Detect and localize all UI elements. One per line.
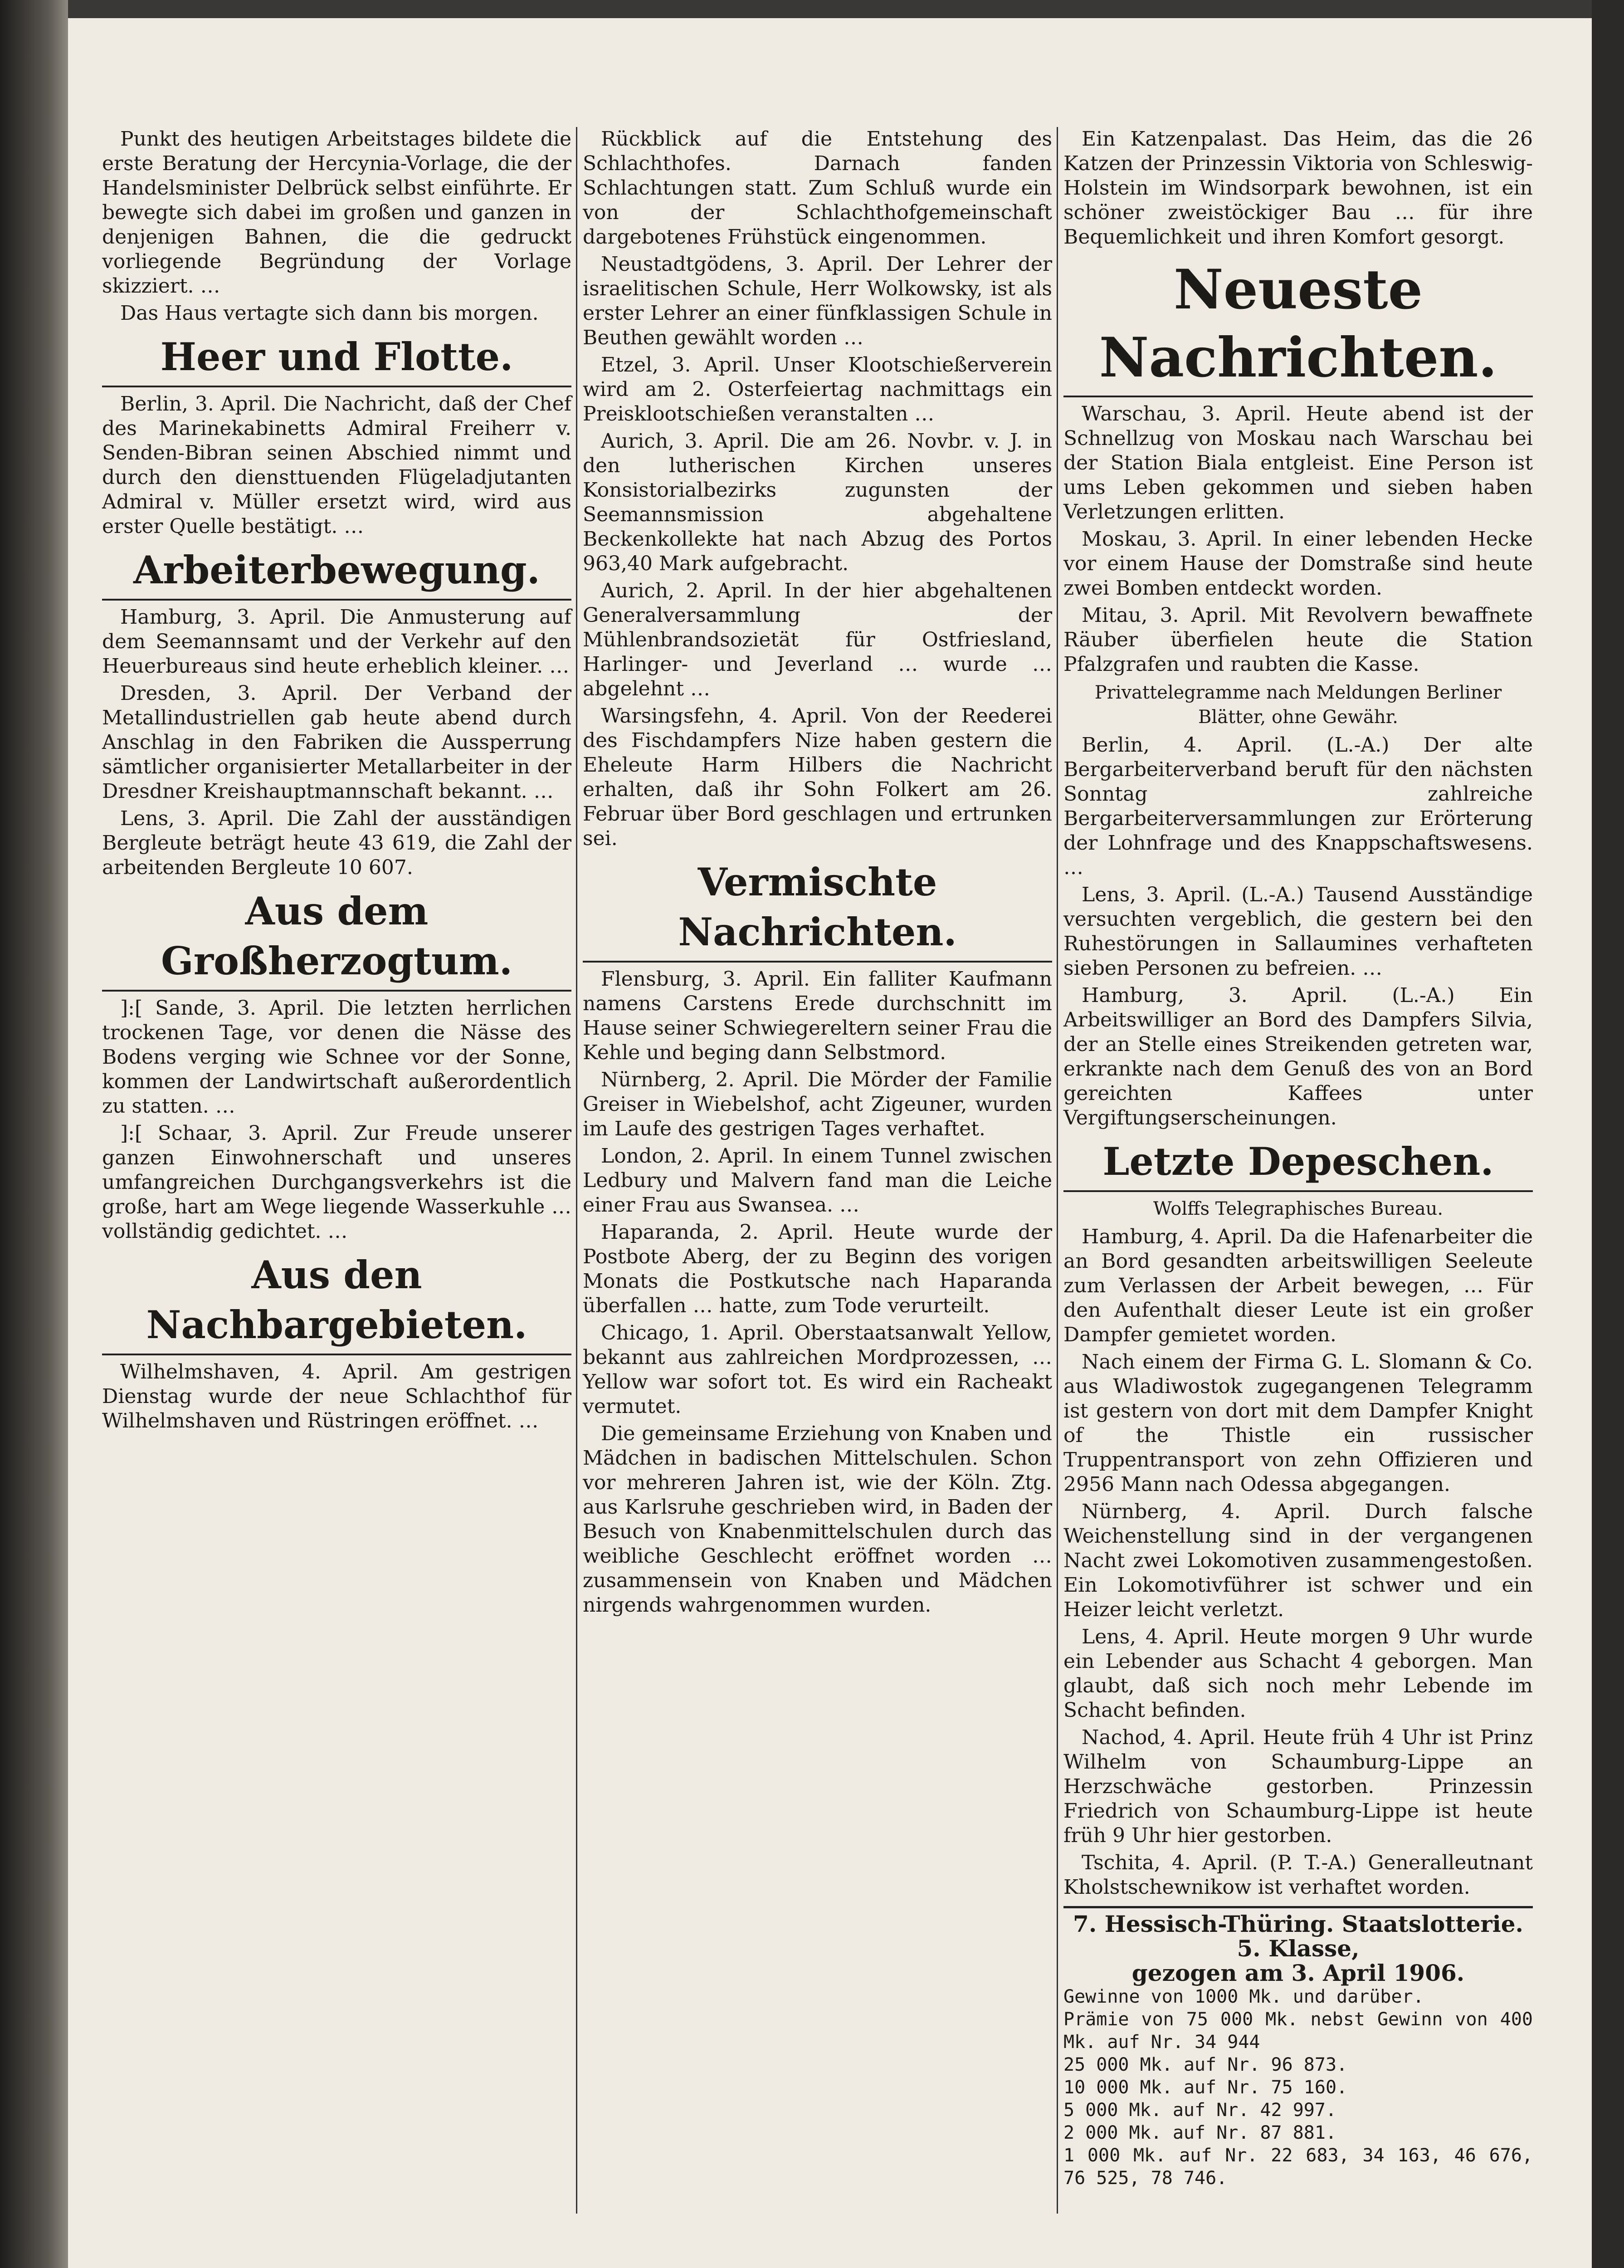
paragraph: Die gemeinsame Erziehung von Knaben und Mädchen in badischen Mittelschulen. Schon vor mehreren Jahren ist, wie der Köln. Ztg. aus Karlsruhe geschrieben wird, in Baden der Besuch von Knabenmittelschulen durch das weibliche Geschlecht eröffnet worden … zusammensein von Knaben und Mädchen nirgends wahrgenommen wurden.: [583, 1422, 1052, 1617]
paragraph: Etzel, 3. April. Unser Klootschießerverein wird am 2. Osterfeiertag nachmittags ein Preisklootschießen veranstalten …: [583, 353, 1052, 425]
paragraph: Hamburg, 3. April. (L.-A.) Ein Arbeitswilliger an Bord des Dampfers Silvia, der an Stelle eines Streikenden getreten war, erkrankte nach dem Genuß des von an Bord gereichten Kaffees unter Vergiftungserscheinungen.: [1063, 984, 1533, 1129]
lottery-class: 5. Klasse,: [1237, 1935, 1360, 1962]
lottery-row: 1 000 Mk. auf Nr. 22 683, 34 163, 46 676, 76 525, 78 746.: [1063, 2145, 1533, 2189]
paragraph: Haparanda, 2. April. Heute wurde der Postbote Aberg, der zu Beginn des vorigen Monats die Postkutsche nach Haparanda überfallen … hatte, zum Tode verurteilt.: [583, 1221, 1052, 1317]
lottery-results: [1063, 1906, 1533, 2190]
paragraph: Nürnberg, 4. April. Durch falsche Weichenstellung sind in der vergangenen Nacht zwei Lokomotiven zusammengestoßen. Ein Lokomotivführer ist schwer und ein Heizer leicht verletzt.: [1063, 1500, 1533, 1621]
paragraph: ]:[ Sande, 3. April. Die letzten herrlichen trockenen Tage, vor denen die Nässe des Bodens verging wie Schnee vor der Sonne, kommen der Landwirtschaft außerordentlich zu statten. …: [102, 997, 571, 1118]
section-heading: Aus dem Großherzogtum.: [102, 886, 571, 992]
paragraph: Hamburg, 3. April. Die Anmusterung auf dem Seemannsamt und der Verkehr auf den Heuerbureaus sind heute erheblich kleiner. …: [102, 606, 571, 678]
column-middle: [583, 127, 1052, 1620]
paragraph: Chicago, 1. April. Oberstaatsanwalt Yellow, bekannt aus zahlreichen Mordprozessen, … Yellow war sofort tot. Es wird ein Racheakt vermutet.: [583, 1321, 1052, 1418]
section-note: Privattelegramme nach Meldungen Berliner Blätter, ohne Gewähr.: [1094, 682, 1502, 728]
paragraph: Rückblick auf die Entstehung des Schlachthofes. Darnach fanden Schlachtungen statt. Zum Schluß wurde ein von der Schlachthofgemeinschaft dargebotenes Frühstück eingenommen.: [583, 127, 1052, 249]
paragraph: Flensburg, 3. April. Ein falliter Kaufmann namens Carstens Erede durchschnitt im Hause seiner Schwiegereltern seiner Frau die Kehle und beging dann Selbstmord.: [583, 968, 1052, 1064]
section-note: Wolffs Telegraphisches Bureau.: [1153, 1198, 1444, 1219]
lottery-subtitle: Gewinne von 1000 Mk. und darüber.: [1063, 1986, 1424, 2007]
section-heading: Letzte Depeschen.: [1063, 1137, 1533, 1192]
lottery-date: gezogen am 3. April 1906.: [1131, 1960, 1465, 1986]
paragraph: Nach einem der Firma G. L. Slomann & Co. aus Wladiwostok zugegangenen Telegramm ist gestern von dort mit dem Dampfer Knight of the Thistle ein russischer Truppentransport von zehn Offizieren und 2956 Mann nach Odessa abgegangen.: [1063, 1350, 1533, 1496]
binding-gutter: [0, 0, 68, 2268]
paragraph: Neustadtgödens, 3. April. Der Lehrer der israelitischen Schule, Herr Wolkowsky, ist als erster Lehrer an einer fünfklassigen Schule in Beuthen gewählt worden …: [583, 253, 1052, 349]
paragraph: Das Haus vertagte sich dann bis morgen.: [120, 302, 539, 325]
lottery-title: 7. Hessisch-Thüring. Staatslotterie.: [1073, 1911, 1523, 1937]
paragraph: ]:[ Schaar, 3. April. Zur Freude unserer ganzen Einwohnerschaft und unseres umfangreichen Durchgangsverkehrs ist die große, hart am Wege liegende Wasserkuhle … vollständig gedichtet. …: [102, 1122, 571, 1243]
paragraph: Ein Katzenpalast. Das Heim, das die 26 Katzen der Prinzessin Viktoria von Schleswig-Holstein im Windsorpark bewohnen, ist ein schöner zweistöckiger Bau … für ihre Bequemlichkeit und ihren Komfort gesorgt.: [1063, 127, 1533, 249]
column-rule: [1057, 127, 1058, 2214]
paragraph: Lens, 3. April. Die Zahl der ausständigen Bergleute beträgt heute 43 619, die Zahl der arbeitenden Bergleute 10 607.: [102, 807, 571, 879]
paragraph: Hamburg, 4. April. Da die Hafenarbeiter die an Bord gesandten arbeitswilligen Seeleute zum Verlassen der Arbeit bewegen, … Für den Aufenthalt dieser Leute ist ein großer Dampfer gemietet worden.: [1063, 1225, 1533, 1346]
section-heading: Arbeiterbewegung.: [102, 545, 571, 601]
paragraph: Aurich, 2. April. In der hier abgehaltenen Generalversammlung der Mühlenbrandsozietät für Ostfriesland, Harlinger- und Jeverland … wurde … abgelehnt …: [583, 579, 1052, 700]
paragraph: Berlin, 4. April. (L.-A.) Der alte Bergarbeiterverband beruft für den nächsten Sonntag zahlreiche Bergarbeiterversammlungen zur Erörterung der Lohnfrage und des Knappschaftswesens. …: [1063, 733, 1533, 879]
section-heading: Heer und Flotte.: [102, 332, 571, 387]
paragraph: Dresden, 3. April. Der Verband der Metallindustriellen gab heute abend durch Anschlag in den Fabriken die Aussperrung sämtlicher organisierter Metallarbeiter in der Dresdner Kreishauptmannschaft bekannt. …: [102, 682, 571, 803]
paragraph: Moskau, 3. April. In einer lebenden Hecke vor einem Hause der Domstraße sind heute zwei Bomben entdeckt worden.: [1063, 528, 1533, 600]
column-left: [102, 127, 571, 1436]
paragraph: Punkt des heutigen Arbeitstages bildete die erste Beratung der Hercynia-Vorlage, die der Handelsminister Delbrück selbst einführte. Er bewegte sich dabei im großen und ganzen in denjenigen Bahnen, die die gedruckt vorliegende Begründung der Vorlage skizziert. …: [102, 127, 571, 298]
paragraph: Warschau, 3. April. Heute abend ist der Schnellzug von Moskau nach Warschau bei der Station Biala entgleist. Eine Person ist ums Leben gekommen und sieben haben Verletzungen erlitten.: [1063, 402, 1533, 523]
paragraph: Lens, 3. April. (L.-A.) Tausend Ausständige versuchten vergeblich, die gestern bei den Ruhestörungen in Sallaumines verhafteten sieben Personen zu befreien. …: [1063, 883, 1533, 980]
paragraph: London, 2. April. In einem Tunnel zwischen Ledbury und Malvern fand man die Leiche einer Frau aus Swansea. …: [583, 1144, 1052, 1217]
lottery-row: 2 000 Mk. auf Nr. 87 881.: [1063, 2122, 1337, 2143]
lottery-row: 5 000 Mk. auf Nr. 42 997.: [1063, 2100, 1337, 2121]
section-heading: Neueste Nachrichten.: [1063, 256, 1533, 397]
paragraph: Aurich, 3. April. Die am 26. Novbr. v. J. in den lutherischen Kirchen unseres Konsistorialbezirks zugunsten der Seemannsmission abgehaltene Beckenkollekte hat nach Abzug des Portos 963,40 Mark aufgebracht.: [583, 430, 1052, 575]
paragraph: Mitau, 3. April. Mit Revolvern bewaffnete Räuber überfielen heute die Station Pfalzgrafen und raubten die Kasse.: [1063, 604, 1533, 676]
paragraph: Warsingsfehn, 4. April. Von der Reederei des Fischdampfers Nize haben gestern die Eheleute Harm Hilbers die Nachricht erhalten, daß ihr Sohn Folkert am 26. Februar über Bord geschlagen und ertrunken sei.: [583, 704, 1052, 850]
lottery-row: Prämie von 75 000 Mk. nebst Gewinn von 400 Mk. auf Nr. 34 944: [1063, 2009, 1533, 2053]
column-rule: [576, 127, 577, 2214]
paragraph: Lens, 4. April. Heute morgen 9 Uhr wurde ein Lebender aus Schacht 4 geborgen. Man glaubt, daß sich noch mehr Lebende im Schacht befinden.: [1063, 1625, 1533, 1722]
paragraph: Wilhelmshaven, 4. April. Am gestrigen Dienstag wurde der neue Schlachthof für Wilhelmshaven und Rüstringen eröffnet. …: [102, 1360, 571, 1432]
section-heading: Vermischte Nachrichten.: [583, 857, 1052, 963]
paragraph: Berlin, 3. April. Die Nachricht, daß der Chef des Marinekabinetts Admiral Freiherr v. Senden-Bibran seinen Abschied nimmt und durch den diensttuenden Flügeladjutanten Admiral v. Müller ersetzt wird, wird aus erster Quelle bestätigt. …: [102, 392, 571, 538]
page-edge: [1592, 0, 1624, 2268]
paragraph: Nürnberg, 2. April. Die Mörder der Familie Greiser in Wiebelshof, acht Zigeuner, wurden im Laufe des gestrigen Tages verhaftet.: [583, 1068, 1052, 1140]
column-right: [1063, 127, 1533, 2190]
lottery-row: 10 000 Mk. auf Nr. 75 160.: [1063, 2077, 1348, 2098]
section-heading: Aus den Nachbargebieten.: [102, 1250, 571, 1355]
paragraph: Tschita, 4. April. (P. T.-A.) Generalleutnant Kholstschewnikow ist verhaftet worden.: [1063, 1851, 1533, 1899]
lottery-row: 25 000 Mk. auf Nr. 96 873.: [1063, 2054, 1348, 2075]
paragraph: Nachod, 4. April. Heute früh 4 Uhr ist Prinz Wilhelm von Schaumburg-Lippe an Herzschwäche gestorben. Prinzessin Friedrich von Schaumburg-Lippe ist heute früh 9 Uhr hier gestorben.: [1063, 1726, 1533, 1847]
